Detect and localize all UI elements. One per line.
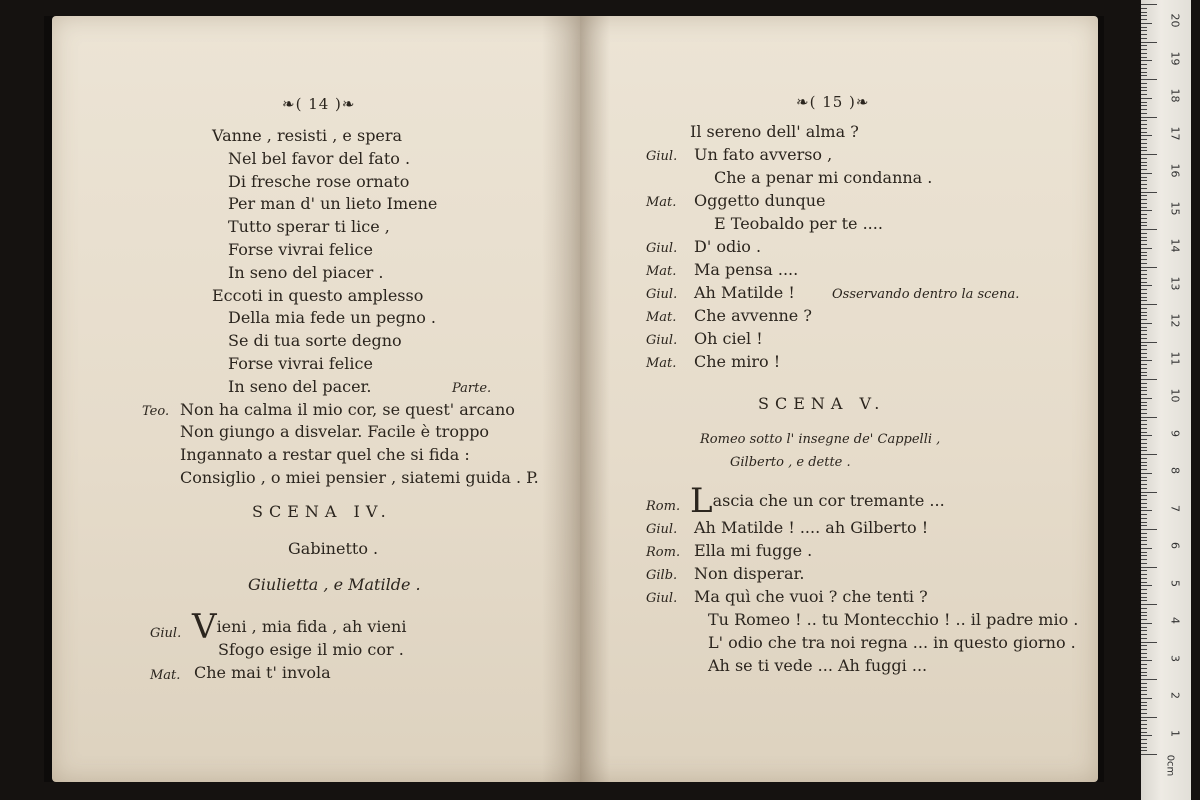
ruler-tick: [1141, 60, 1152, 61]
ruler-tick: [1141, 23, 1152, 24]
ruler-tick: [1141, 597, 1147, 598]
ruler-tick: [1141, 12, 1147, 13]
ruler-tick: [1141, 45, 1147, 46]
ruler-tick: [1141, 705, 1147, 706]
verse-line: In seno del pacer.: [228, 377, 372, 396]
ruler-tick: [1141, 180, 1147, 181]
ruler-tick: [1141, 679, 1157, 680]
ruler-tick: [1141, 237, 1147, 238]
ruler-tick: [1141, 349, 1147, 350]
ruler-tick: [1141, 150, 1147, 151]
ruler-tick: [1141, 593, 1147, 594]
ruler-tick: [1141, 514, 1147, 515]
ruler-tick: [1141, 405, 1147, 406]
ruler-tick: [1141, 364, 1147, 365]
ruler-tick: [1141, 19, 1147, 20]
ruler-tick: [1141, 657, 1147, 658]
ruler-tick: [1141, 694, 1147, 695]
ruler-tick: [1141, 739, 1147, 740]
ruler-tick: [1141, 518, 1147, 519]
ruler-tick: [1141, 267, 1157, 268]
ruler-tick: [1141, 169, 1147, 170]
ruler-tick: [1141, 612, 1147, 613]
ruler-tick: [1141, 233, 1147, 234]
speaker-label: Giul.: [150, 626, 182, 641]
ruler-tick: [1141, 300, 1147, 301]
ruler-number: 4: [1168, 617, 1182, 624]
ruler-tick: [1141, 417, 1157, 418]
ruler-tick: [1141, 435, 1152, 436]
ruler-tick: [1141, 199, 1147, 200]
ruler-tick: [1141, 653, 1147, 654]
ruler-number: 3: [1168, 654, 1182, 662]
ruler-tick: [1141, 533, 1147, 534]
characters-heading: Gilberto , e dette .: [730, 455, 851, 470]
ruler-tick: [1141, 207, 1147, 208]
speaker-label: Giul.: [646, 591, 678, 606]
speaker-label: Teo.: [142, 404, 170, 419]
ruler-tick: [1141, 64, 1147, 65]
ruler-number: 13: [1168, 276, 1182, 290]
ruler-tick: [1141, 259, 1147, 260]
ruler-tick: [1141, 345, 1147, 346]
ruler-tick: [1141, 465, 1147, 466]
ruler-tick: [1141, 225, 1147, 226]
ruler-tick: [1141, 525, 1147, 526]
ruler-tick: [1141, 304, 1157, 305]
ruler-tick: [1141, 540, 1147, 541]
verse-line: Forse vivrai felice: [228, 354, 373, 373]
verse-line: Per man d' un lieto Imene: [228, 194, 438, 213]
ruler-tick: [1141, 330, 1147, 331]
ruler-tick: [1141, 113, 1147, 114]
page-number-header: ❧( 15 )❧: [796, 93, 870, 111]
ruler-tick: [1141, 68, 1147, 69]
ruler-tick: [1141, 143, 1147, 144]
ruler-tick: [1141, 342, 1157, 343]
verse-line: Se di tua sorte degno: [228, 331, 402, 350]
speaker-label: Mat.: [646, 264, 677, 279]
verse-line: Eccoti in questo amplesso: [212, 286, 424, 305]
ruler-tick: [1141, 214, 1147, 215]
dialogue-line: Non giungo a disvelar. Facile è troppo: [180, 422, 490, 441]
ruler-number: 17: [1168, 126, 1182, 140]
speaker-label: Giul.: [646, 522, 678, 537]
ruler-tick: [1141, 638, 1147, 639]
verse-line: In seno del piacer .: [228, 263, 384, 282]
dialogue-line: Ah Matilde !: [694, 283, 795, 302]
ruler-tick: [1141, 372, 1147, 373]
ruler-tick: [1141, 94, 1147, 95]
ruler-tick: [1141, 105, 1147, 106]
ruler-tick: [1141, 394, 1147, 395]
ruler-tick: [1141, 548, 1152, 549]
speaker-label: Mat.: [150, 668, 181, 683]
ruler-tick: [1141, 589, 1147, 590]
ruler-number: 20: [1168, 13, 1182, 28]
dialogue-line: Oh ciel !: [694, 329, 763, 348]
ruler-tick: [1141, 34, 1147, 35]
dialogue-line: Ah se ti vede ... Ah fuggi ...: [708, 656, 928, 675]
ruler-tick: [1141, 312, 1147, 313]
ruler-tick: [1141, 375, 1147, 376]
ruler-number: 2: [1168, 692, 1182, 699]
ruler-tick: [1141, 402, 1147, 403]
ruler-tick: [1141, 462, 1147, 463]
ruler-tick: [1141, 488, 1147, 489]
ruler-tick: [1141, 413, 1147, 414]
dialogue-line: L' odio che tra noi regna ... in questo giorno .: [708, 633, 1076, 652]
ruler-tick: [1141, 608, 1147, 609]
ruler-tick: [1141, 117, 1157, 118]
ruler-tick: [1141, 293, 1147, 294]
ruler-tick: [1141, 308, 1147, 309]
measurement-ruler: [1141, 0, 1191, 800]
ruler-tick: [1141, 480, 1147, 481]
ruler-tick: [1141, 439, 1147, 440]
ruler-tick: [1141, 664, 1147, 665]
ruler-tick: [1141, 615, 1147, 616]
stage-direction: Parte.: [452, 381, 492, 396]
ruler-tick: [1141, 57, 1147, 58]
dialogue-line: [192, 607, 407, 647]
scene-heading: SCENA V.: [758, 394, 886, 413]
ruler-tick: [1141, 30, 1147, 31]
ruler-tick: [1141, 698, 1152, 699]
ruler-number: 7: [1168, 504, 1182, 512]
ruler-tick: [1141, 218, 1147, 219]
dialogue-line: Ma pensa ....: [694, 260, 799, 279]
ruler-tick: [1141, 53, 1147, 54]
ruler-tick: [1141, 450, 1147, 451]
dialogue-line: Consiglio , o miei pensier , siatemi guida . P.: [180, 468, 539, 487]
place-heading: Gabinetto .: [288, 539, 379, 558]
ruler-tick: [1141, 409, 1147, 410]
ruler-tick: [1141, 49, 1147, 50]
speaker-label: Giul.: [646, 287, 678, 302]
ruler-tick: [1141, 510, 1152, 511]
ruler-tick: [1141, 79, 1157, 80]
drop-cap: L: [690, 481, 713, 521]
ruler-tick: [1141, 165, 1147, 166]
ruler-number: 16: [1168, 163, 1182, 178]
ruler-tick: [1141, 274, 1147, 275]
ruler-tick: [1141, 83, 1147, 84]
ruler-tick: [1141, 458, 1147, 459]
ruler-tick: [1141, 630, 1147, 631]
ruler-tick: [1141, 319, 1147, 320]
dialogue-line: Il sereno dell' alma ?: [690, 122, 859, 141]
speaker-label: Mat.: [646, 310, 677, 325]
ruler-tick: [1141, 690, 1147, 691]
open-book: [44, 16, 1104, 782]
ruler-tick: [1141, 570, 1147, 571]
ruler-tick: [1141, 252, 1147, 253]
dialogue-line: D' odio .: [694, 237, 762, 256]
ruler-tick: [1141, 649, 1147, 650]
ruler-tick: [1141, 162, 1147, 163]
ruler-tick: [1141, 210, 1152, 211]
ruler-number: 9: [1168, 429, 1182, 437]
ruler-tick: [1141, 158, 1147, 159]
dialogue-line: Tu Romeo ! .. tu Montecchio ! .. il padre mio .: [708, 610, 1079, 629]
ruler-tick: [1141, 195, 1147, 196]
ruler-tick: [1141, 188, 1147, 189]
ruler-tick: [1141, 717, 1157, 718]
ruler-tick: [1141, 724, 1147, 725]
ruler-number: 11: [1168, 351, 1182, 365]
ruler-tick: [1141, 559, 1147, 560]
ruler-number: 10: [1168, 388, 1182, 403]
ruler-tick: [1141, 222, 1147, 223]
ruler-tick: [1141, 147, 1147, 148]
ruler-number: 5: [1168, 579, 1182, 587]
dialogue-line: [690, 481, 945, 521]
verse-line: Vanne , resisti , e spera: [212, 126, 403, 145]
ruler-tick: [1141, 327, 1147, 328]
ruler-tick: [1141, 627, 1147, 628]
ruler-tick: [1141, 424, 1147, 425]
ruler-tick: [1141, 743, 1147, 744]
ruler-tick: [1141, 135, 1152, 136]
ruler-tick: [1141, 507, 1147, 508]
ruler-tick: [1141, 552, 1147, 553]
ruler-tick: [1141, 642, 1157, 643]
dialogue-line: Che mai t' invola: [194, 663, 331, 682]
ruler-tick: [1141, 98, 1152, 99]
ruler-tick: [1141, 90, 1147, 91]
ruler-tick: [1141, 619, 1147, 620]
ruler-tick: [1141, 420, 1147, 421]
ruler-tick: [1141, 668, 1147, 669]
ruler-tick: [1141, 240, 1147, 241]
ruler-tick: [1141, 574, 1147, 575]
ruler-tick: [1141, 720, 1147, 721]
ruler-tick: [1141, 203, 1147, 204]
ruler-tick: [1141, 72, 1147, 73]
ruler-tick: [1141, 582, 1147, 583]
ruler-tick: [1141, 102, 1147, 103]
ruler-tick: [1141, 522, 1147, 523]
ruler-tick: [1141, 484, 1147, 485]
dialogue-line: Non disperar.: [694, 564, 805, 583]
ruler-tick: [1141, 255, 1147, 256]
ruler-tick: [1141, 4, 1157, 5]
ruler-tick: [1141, 623, 1152, 624]
speaker-label: Mat.: [646, 356, 677, 371]
ruler-tick: [1141, 139, 1147, 140]
ruler-tick: [1141, 728, 1147, 729]
ruler-number: 6: [1168, 542, 1182, 549]
ruler-tick: [1141, 338, 1147, 339]
ruler-tick: [1141, 323, 1152, 324]
ruler-tick: [1141, 244, 1147, 245]
characters-heading: Giulietta , e Matilde .: [248, 575, 421, 594]
ruler-tick: [1141, 732, 1147, 733]
scene-heading: SCENA IV.: [252, 502, 392, 521]
verse-line: Forse vivrai felice: [228, 240, 373, 259]
ruler-tick: [1141, 8, 1147, 9]
ruler-tick: [1141, 109, 1147, 110]
ruler-tick: [1141, 398, 1152, 399]
dialogue-line: Ma quì che vuoi ? che tenti ?: [694, 587, 928, 606]
ruler-tick: [1141, 87, 1147, 88]
ruler-tick: [1141, 469, 1147, 470]
dialogue-line: Non ha calma il mio cor, se quest' arcano: [180, 400, 515, 419]
verse-line: Della mia fede un pegno .: [228, 308, 437, 327]
ruler-tick: [1141, 447, 1147, 448]
ruler-tick: [1141, 278, 1147, 279]
ruler-tick: [1141, 492, 1157, 493]
verse-line: Tutto sperar ti lice ,: [228, 217, 390, 236]
ruler-tick: [1141, 709, 1147, 710]
ruler-tick: [1141, 270, 1147, 271]
dialogue-text: ascia che un cor tremante ...: [712, 491, 945, 510]
dialogue-line: Ella mi fugge .: [694, 541, 813, 560]
ruler-tick: [1141, 495, 1147, 496]
dialogue-line: Un fato avverso ,: [694, 145, 833, 164]
left-page: [52, 16, 582, 782]
ruler-tick: [1141, 503, 1147, 504]
dialogue-text: ieni , mia fida , ah vieni: [216, 617, 407, 636]
page-number-header: ❧( 14 )❧: [282, 95, 356, 113]
ruler-tick: [1141, 15, 1147, 16]
ruler-tick: [1141, 360, 1152, 361]
ruler-tick: [1141, 289, 1147, 290]
ruler-tick: [1141, 390, 1147, 391]
ruler-tick: [1141, 578, 1147, 579]
ruler-tick: [1141, 645, 1147, 646]
ruler-tick: [1141, 454, 1157, 455]
ruler-tick: [1141, 499, 1147, 500]
speaker-label: Rom.: [646, 499, 681, 514]
ruler-tick: [1141, 177, 1147, 178]
ruler-tick: [1141, 634, 1147, 635]
ruler-tick: [1141, 567, 1157, 568]
ruler-tick: [1141, 563, 1147, 564]
ruler-tick: [1141, 544, 1147, 545]
dialogue-line: Che avvenne ?: [694, 306, 812, 325]
ruler-tick: [1141, 428, 1147, 429]
ruler-tick: [1141, 38, 1147, 39]
ruler-tick: [1141, 263, 1147, 264]
ruler-tick: [1141, 282, 1147, 283]
ruler-tick: [1141, 672, 1147, 673]
right-page: [580, 16, 1098, 782]
ruler-tick: [1141, 315, 1147, 316]
speaker-label: Giul.: [646, 241, 678, 256]
ruler-number: 18: [1168, 88, 1182, 103]
ruler-tick: [1141, 675, 1147, 676]
ruler-tick: [1141, 387, 1147, 388]
dialogue-line: Che a penar mi condanna .: [714, 168, 933, 187]
ruler-tick: [1141, 747, 1147, 748]
ruler-tick: [1141, 600, 1147, 601]
dialogue-line: Sfogo esige il mio cor .: [218, 640, 404, 659]
ruler-tick: [1141, 702, 1147, 703]
ruler-tick: [1141, 473, 1152, 474]
ruler-tick: [1141, 477, 1147, 478]
dialogue-line: Ingannato a restar quel che si fida :: [180, 445, 470, 464]
speaker-label: Mat.: [646, 195, 677, 210]
ruler-tick: [1141, 27, 1147, 28]
ruler-number: 19: [1168, 51, 1182, 65]
dialogue-line: E Teobaldo per te ....: [714, 214, 883, 233]
ruler-tick: [1141, 735, 1152, 736]
ruler-tick: [1141, 537, 1147, 538]
ruler-tick: [1141, 297, 1147, 298]
ruler-tick: [1141, 357, 1147, 358]
characters-heading: Romeo sotto l' insegne de' Cappelli ,: [700, 432, 941, 447]
dialogue-line: Che miro !: [694, 352, 781, 371]
ruler-tick: [1141, 248, 1152, 249]
ruler-number: 1: [1168, 729, 1182, 737]
ruler-tick: [1141, 132, 1147, 133]
ruler-tick: [1141, 368, 1147, 369]
ruler-tick: [1141, 660, 1152, 661]
verse-line: Nel bel favor del fato .: [228, 149, 411, 168]
speaker-label: Rom.: [646, 545, 681, 560]
ruler-tick: [1141, 154, 1157, 155]
ruler-number: 8: [1168, 467, 1182, 474]
ruler-tick: [1141, 683, 1147, 684]
ruler-unit-label: 0cm: [1164, 754, 1176, 777]
dialogue-line: Oggetto dunque: [694, 191, 826, 210]
ruler-tick: [1141, 432, 1147, 433]
ruler-tick: [1141, 192, 1157, 193]
ruler-tick: [1141, 184, 1147, 185]
dialogue-line: Ah Matilde ! .... ah Gilberto !: [694, 518, 929, 537]
ruler-tick: [1141, 124, 1147, 125]
ruler-tick: [1141, 713, 1147, 714]
ruler-tick: [1141, 120, 1147, 121]
ruler-tick: [1141, 604, 1157, 605]
ruler-tick: [1141, 555, 1147, 556]
ruler-tick: [1141, 229, 1157, 230]
ruler-tick: [1141, 285, 1152, 286]
ruler-tick: [1141, 529, 1157, 530]
ruler-tick: [1141, 754, 1157, 755]
ruler-tick: [1141, 585, 1152, 586]
ruler-number: 15: [1168, 201, 1182, 215]
ruler-tick: [1141, 173, 1152, 174]
speaker-label: Giul.: [646, 333, 678, 348]
drop-cap: V: [192, 607, 217, 647]
ruler-number: 14: [1168, 238, 1182, 253]
ruler-tick: [1141, 353, 1147, 354]
ruler-tick: [1141, 128, 1147, 129]
ruler-number: 12: [1168, 313, 1182, 328]
ruler-tick: [1141, 75, 1147, 76]
speaker-label: Giul.: [646, 149, 678, 164]
speaker-label: Gilb.: [646, 568, 678, 583]
ruler-tick: [1141, 443, 1147, 444]
ruler-tick: [1141, 379, 1157, 380]
ruler-tick: [1141, 334, 1147, 335]
verse-line: Di fresche rose ornato: [228, 172, 410, 191]
stage-direction: Osservando dentro la scena.: [832, 287, 1020, 302]
ruler-tick: [1141, 42, 1157, 43]
ruler-tick: [1141, 383, 1147, 384]
ruler-tick: [1141, 750, 1147, 751]
ruler-tick: [1141, 687, 1147, 688]
